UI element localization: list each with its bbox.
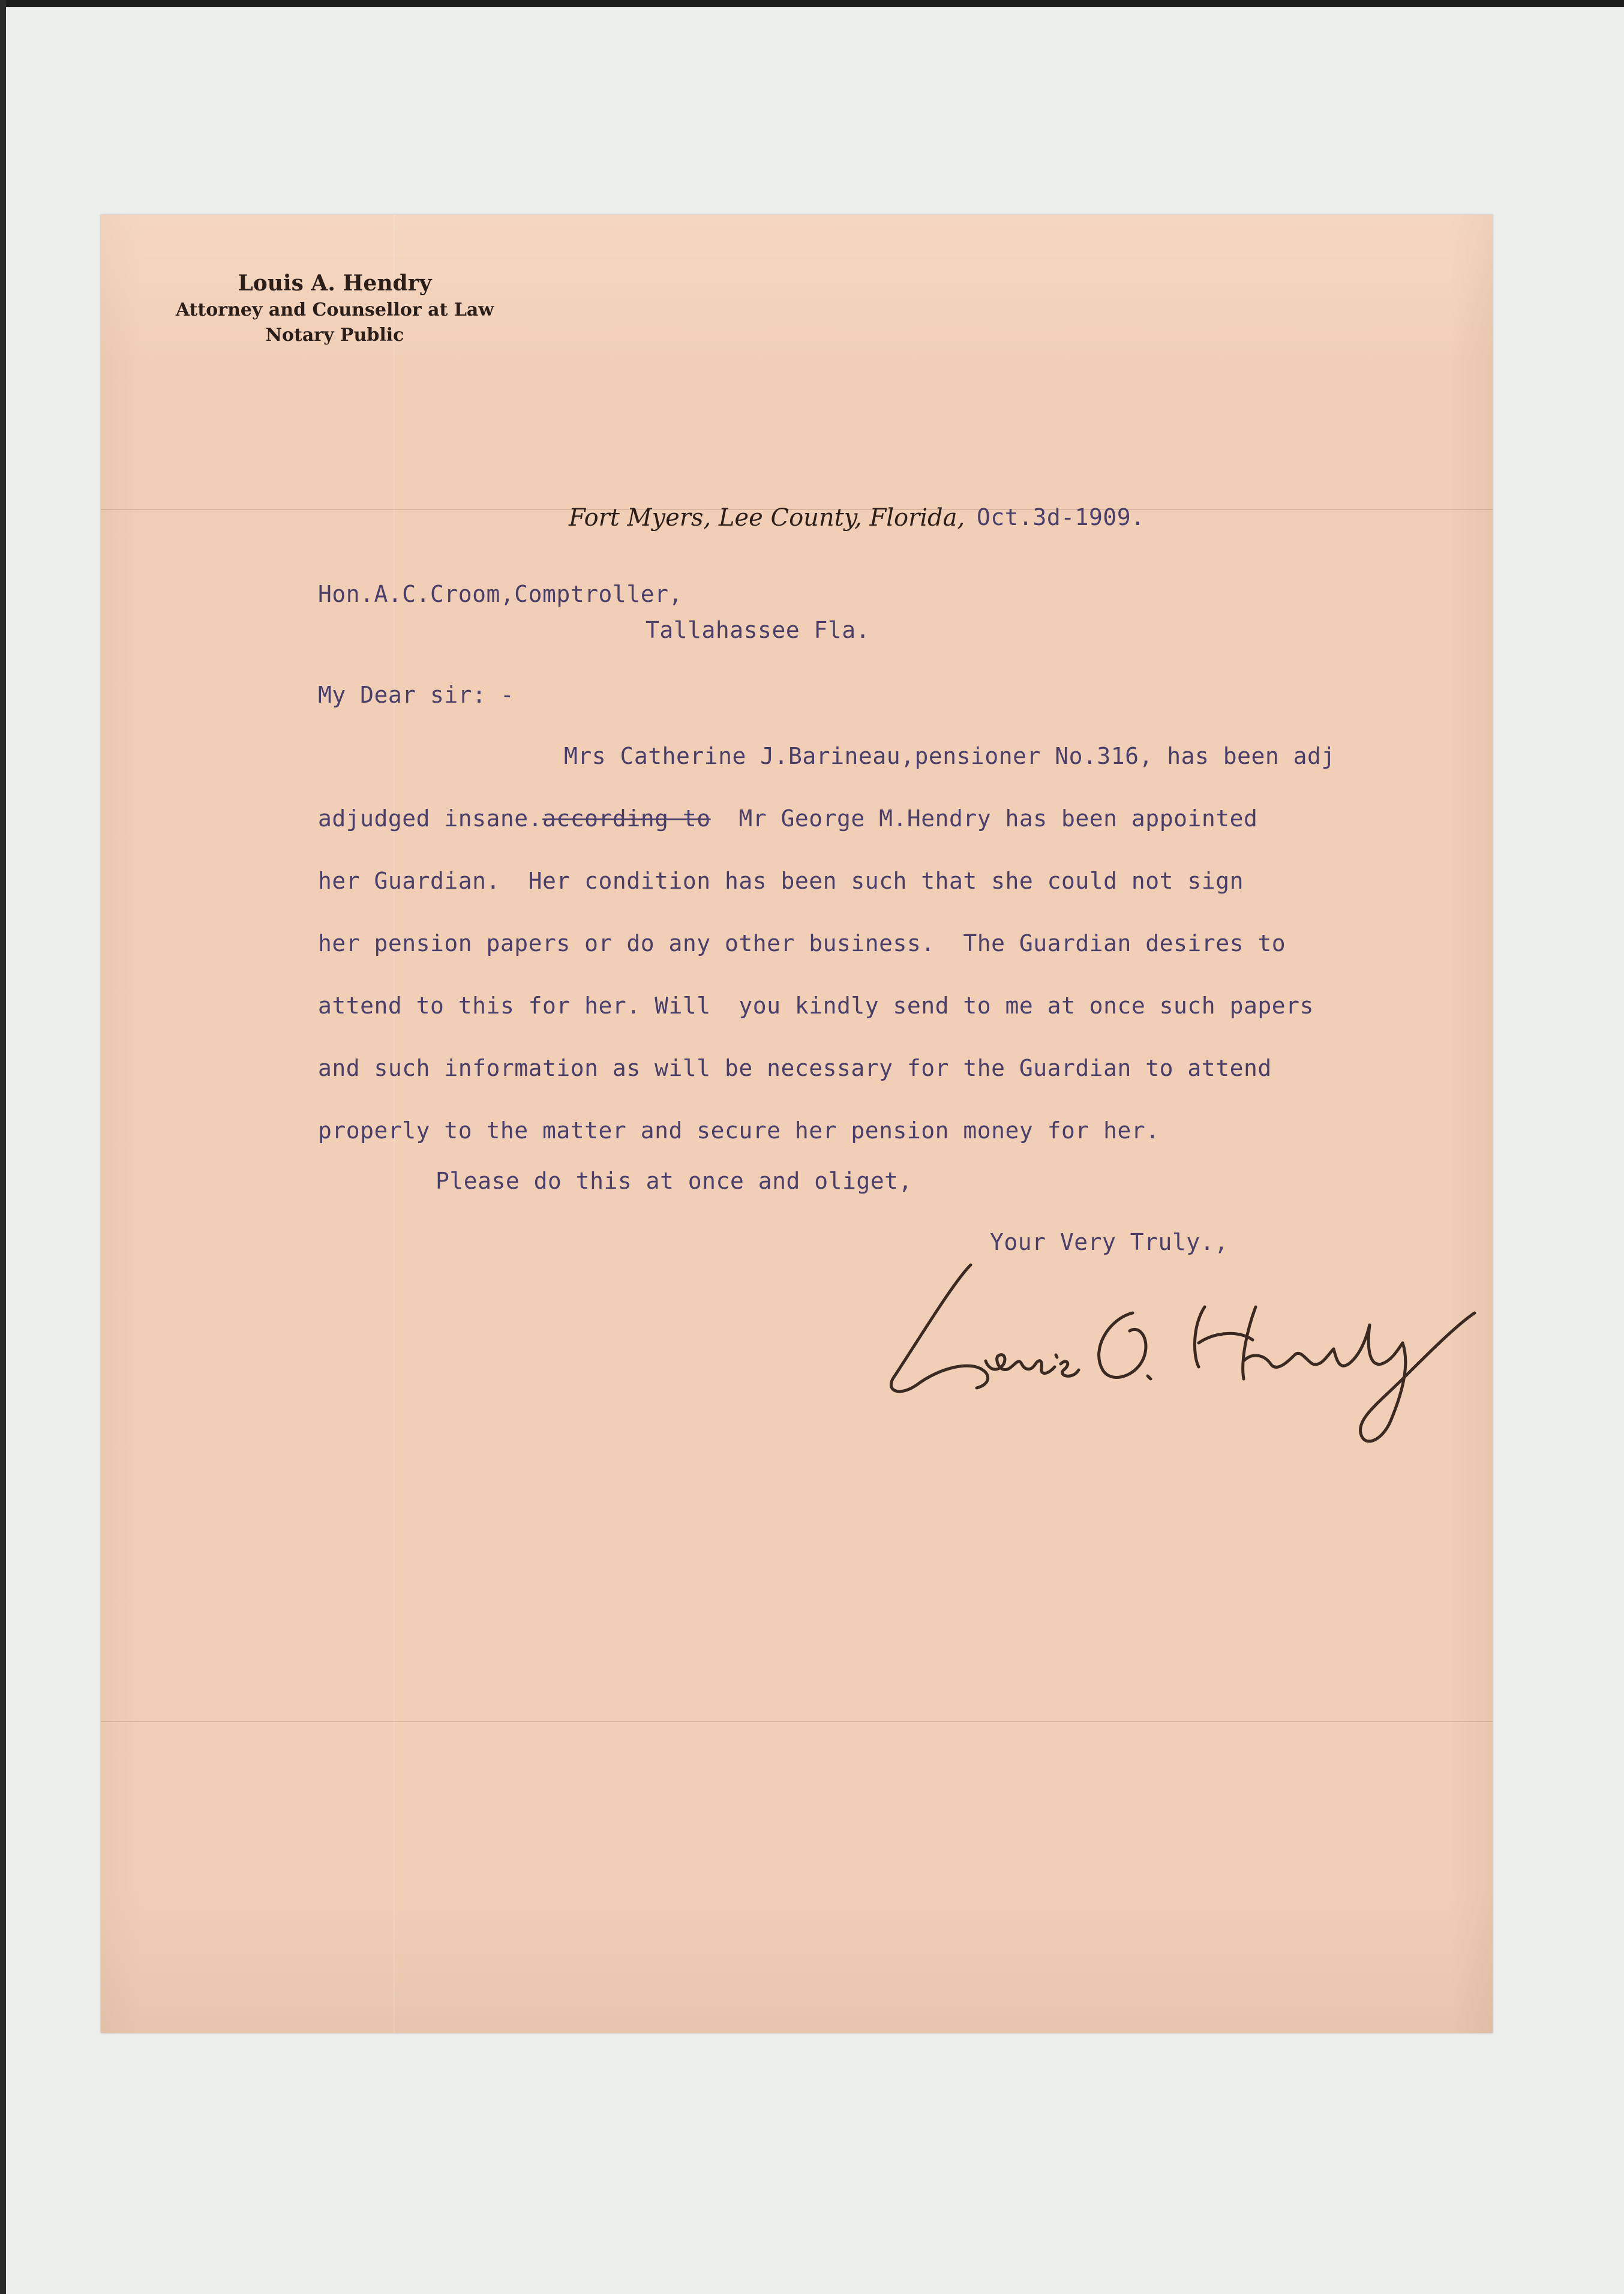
body-line-2-start: adjudged insane. [318,805,543,832]
body-line-6: and such information as will be necessary for the Guardian to attend [318,1055,1272,1081]
letter-paper [101,215,1493,2033]
fold-line [101,1721,1493,1722]
salutation: My Dear sir: - [318,682,515,708]
handwritten-signature-icon [881,1241,1481,1457]
closing: Your Very Truly., [990,1229,1229,1255]
dateline-place: Fort Myers, Lee County, Florida, [569,504,965,532]
body-line-4: her pension papers or do any other business. The Guardian desires to [318,930,1286,956]
letterhead-name: Louis A. Hendry [238,271,432,296]
letterhead [161,269,509,348]
scan-border-left [0,0,6,2294]
body-line-2-end: Mr George M.Hendry has been appointed [710,805,1258,832]
body-line-7: properly to the matter and secure her pension money for her. [318,1117,1160,1144]
addressee-line-2: Tallahassee Fla. [646,617,870,643]
addressee-line-1: Hon.A.C.Croom,Comptroller, [318,581,683,607]
body-line-1: Mrs Catherine J.Barineau,pensioner No.316, has been adj [564,743,1335,769]
letterhead-title: Attorney and Counsellor at Law [175,299,494,320]
struck-out-text: according to [542,805,711,832]
dateline-date: Oct.3d-1909. [977,504,1145,530]
scan-border-top [0,0,1624,7]
signature-text: Louis A. Hendry [881,1451,885,1452]
body-line-5: attend to this for her. Will you kindly send to me at once such papers [318,992,1314,1019]
body-line-2 [318,805,1257,832]
body-line-3: her Guardian. Her condition has been such that she could not sign [318,868,1244,894]
body-line-8: Please do this at once and oliget, [436,1168,912,1194]
letterhead-office: Notary Public [265,325,404,346]
